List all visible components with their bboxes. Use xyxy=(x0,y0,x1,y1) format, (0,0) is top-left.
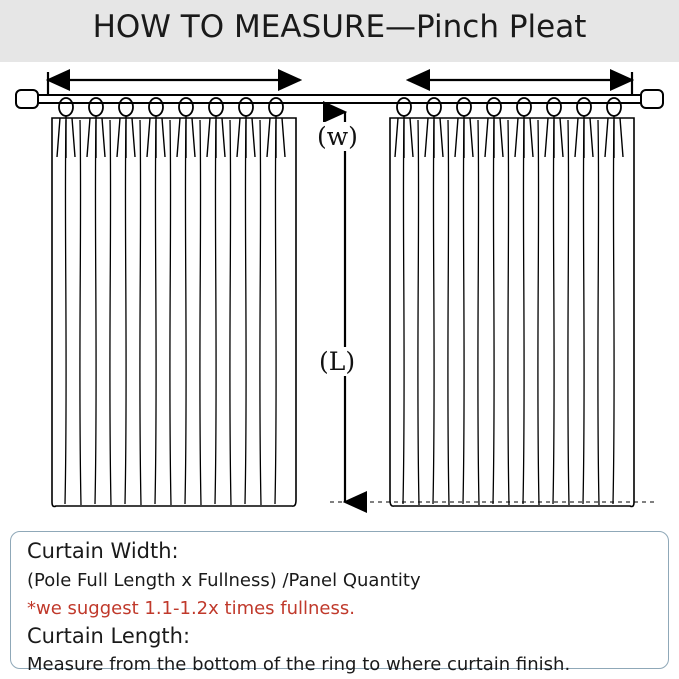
length-dimension-label: (L) xyxy=(315,347,359,376)
width-dimension-label: (w) xyxy=(313,122,362,151)
measurement-info-box xyxy=(10,531,669,675)
page-title: HOW TO MEASURE—Pinch Pleat xyxy=(92,9,587,45)
curtain-panel-right xyxy=(390,118,634,507)
curtain-panel-left xyxy=(52,118,296,507)
curtain-length-instruction: Measure from the bottom of the ring to where curtain finish. xyxy=(27,654,571,675)
curtain-rod xyxy=(16,90,663,108)
fullness-suggestion-note: *we suggest 1.1-1.2x times fullness. xyxy=(27,598,355,619)
curtain-width-formula: (Pole Full Length x Fullness) /Panel Quantity xyxy=(27,570,421,591)
curtain-length-heading: Curtain Length: xyxy=(27,624,191,648)
curtain-width-heading: Curtain Width: xyxy=(27,539,179,563)
curtain-diagram xyxy=(0,62,679,532)
title-band xyxy=(0,0,679,62)
